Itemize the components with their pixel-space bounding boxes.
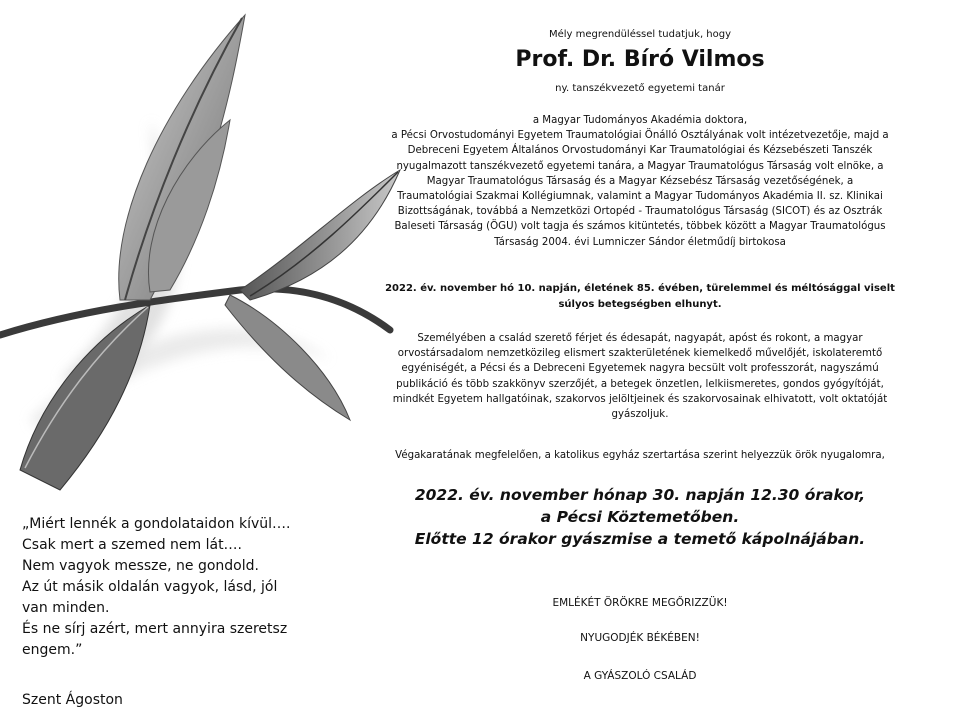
biography xyxy=(355,113,925,250)
quote-line: És ne sírj azért, mert annyira szeretsz xyxy=(22,621,288,637)
bio-line: Traumatológiai Szakmai Kollégiumnak, valamint a Magyar Tudományos Akadémia II. sz. Klinikai xyxy=(397,191,883,203)
death-line: súlyos betegségben elhunyt. xyxy=(558,299,722,310)
bio-line: nyugalmazott tanszékvezető egyetemi tanára, a Magyar Traumatológus Társaság volt elnöke, a xyxy=(396,160,884,172)
bio-line: a Pécsi Orvostudományi Egyetem Traumatológiai Önálló Osztályának volt intézetvezetője, majd a xyxy=(391,130,889,142)
tribute xyxy=(340,331,940,422)
quote-line: „Miért lennék a gondolataidon kívül…. xyxy=(22,516,291,532)
leaf-branch-illustration xyxy=(0,0,440,500)
death-line: 2022. év. november hó 10. napján, életének 85. évében, türelemmel és méltósággal viselt xyxy=(385,283,895,294)
tribute-line: mindkét Egyetem hallgatóinak, szakorvos jelöltjeinek és szakorvosainak elhivatott, volt oktatóját xyxy=(392,393,888,405)
quote-line: Az út másik oldalán vagyok, lásd, jól xyxy=(22,579,278,595)
bio-line: Debreceni Egyetem Általános Orvostudományi Kar Traumatológiai és Kézsebészeti Tanszék xyxy=(407,145,873,157)
funeral-details xyxy=(330,484,950,550)
funeral-line: Előtte 12 órakor gyászmise a temető kápolnájában. xyxy=(414,530,866,548)
funeral-line: 2022. év. november hónap 30. napján 12.30 órakor, xyxy=(414,486,866,504)
bio-line: Társaság 2004. évi Lumniczer Sándor életműdíj birtokosa xyxy=(494,236,786,248)
funeral-line: a Pécsi Köztemetőben. xyxy=(540,508,740,526)
rites-line: Végakaratának megfelelően, a katolikus egyház szertartása szerint helyezzük örök nyugalomra, xyxy=(395,450,885,461)
death-notice xyxy=(355,281,925,313)
quote-line: van minden. xyxy=(22,600,110,616)
bio-line: Magyar Traumatológus Társaság és a Magyar Kézsebész Társaság vezetőségének, a xyxy=(426,175,854,187)
quote-line: Csak mert a szemed nem lát…. xyxy=(22,537,243,553)
tribute-line: egyéniségét, a Pécsi és a Debreceni Egyetemek nagyra becsült volt professzorát, nagyszámú xyxy=(401,363,879,375)
quote-block xyxy=(22,514,342,661)
bio-line: Bizottságának, továbbá a Nemzetközi Ortopéd - Traumatológus Társaság (SICOT) és az Osztrák xyxy=(397,206,883,218)
closing-rest: NYUGODJÉK BÉKÉBEN! xyxy=(580,632,700,644)
intro-line: Mély megrendüléssel tudatjuk, hogy xyxy=(548,29,732,40)
quote-line: engem.” xyxy=(22,642,83,658)
closing-remember: EMLÉKÉT ÖRÖKRE MEGŐRIZZÜK! xyxy=(552,597,728,609)
bio-line: a Magyar Tudományos Akadémia doktora, xyxy=(532,115,748,126)
tribute-line: gyászoljuk. xyxy=(611,409,669,421)
deceased-title: ny. tanszékvezető egyetemi tanár xyxy=(555,83,725,94)
quote-author: Szent Ágoston xyxy=(22,692,123,708)
quote-line: Nem vagyok messze, ne gondold. xyxy=(22,558,259,574)
closing-family: A GYÁSZOLÓ CSALÁD xyxy=(583,670,697,682)
deceased-name: Prof. Dr. Bíró Vilmos xyxy=(515,47,765,72)
tribute-line: Személyében a család szerető férjet és édesapát, nagyapát, apóst és rokont, a magyar xyxy=(417,333,863,344)
bio-line: Baleseti Társaság (ÖGU) volt tagja és számos kitüntetés, többek között a Magyar Traumatológus xyxy=(394,221,886,233)
tribute-line: publikáció és több szakkönyv szerzőjét, a betegek önzetlen, lelkiismeretes, gondos gyógyítóját, xyxy=(396,378,884,390)
tribute-line: orvostársadalom nemzetközileg elismert szakterületének kiemelkedő művelőjét, iskolateremtő xyxy=(397,348,883,360)
